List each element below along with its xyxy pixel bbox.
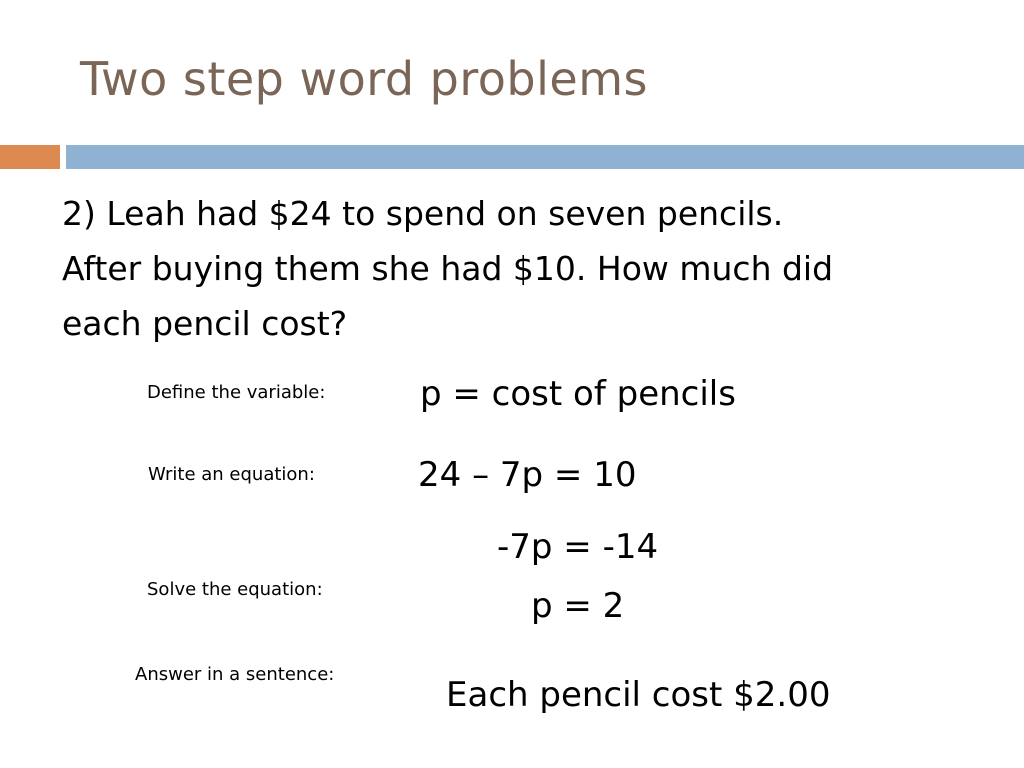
- problem-line: each pencil cost?: [62, 304, 348, 343]
- problem-line: 2) Leah had $24 to spend on seven pencils.: [62, 194, 784, 233]
- write-equation-label: Write an equation:: [148, 464, 315, 485]
- accent-bar: [0, 145, 60, 169]
- answer-sentence-value: Each pencil cost $2.00: [446, 675, 831, 715]
- solve-equation-label: Solve the equation:: [147, 579, 323, 600]
- problem-statement: [62, 186, 982, 351]
- answer-sentence-label: Answer in a sentence:: [135, 664, 335, 685]
- define-variable-label: Define the variable:: [147, 382, 326, 403]
- define-variable-value: p = cost of pencils: [420, 374, 736, 414]
- problem-line: After buying them she had $10. How much did: [62, 249, 834, 288]
- write-equation-value: 24 – 7p = 10: [418, 455, 637, 495]
- title-divider-bar: [66, 145, 1024, 169]
- solve-step-1: -7p = -14: [497, 527, 659, 567]
- solve-step-2: p = 2: [531, 586, 625, 626]
- slide-title: Two step word problems: [80, 52, 648, 106]
